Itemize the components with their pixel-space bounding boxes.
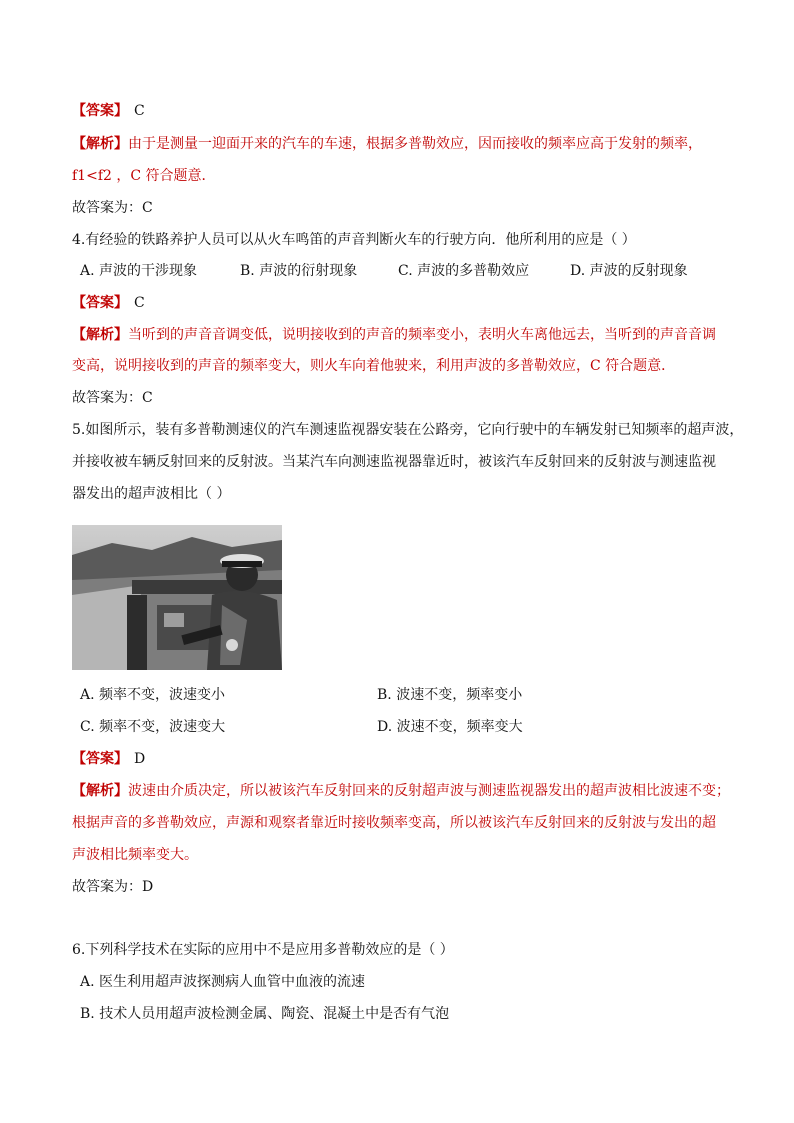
q4-analysis-text-1: 当听到的声音音调变低，说明接收到的声音的频率变小，表明火车离他远去，当听到的声音音调 [128, 327, 716, 343]
q5-option-a: A. 频率不变，波速变小 [80, 687, 226, 703]
analysis-tag: 【解析】 [72, 783, 128, 799]
q5-analysis-text-1: 波速由介质决定，所以被该汽车反射回来的反射超声波与测速监视器发出的超声波相比波速不变； [128, 783, 730, 799]
q5-option-c: C. 频率不变，波速变大 [80, 719, 226, 735]
q5-answer-value: D [134, 751, 146, 767]
q4-stem: 4.有经验的铁路养护人员可以从火车鸣笛的声音判断火车的行驶方向．他所利用的应是（ ） [72, 232, 636, 248]
q5-analysis-line-2: 根据声音的多普勒效应，声源和观察者靠近时接收频率变高，所以被该汽车反射回来的反射波与发出的超 [72, 815, 716, 831]
q5-final-answer: 故答案为：D [72, 879, 154, 895]
q4-option-c: C. 声波的多普勒效应 [398, 263, 530, 279]
q4-option-b: B. 声波的衍射现象 [240, 263, 358, 279]
q5-stem-line-2: 并接收被车辆反射回来的反射波。当某汽车向测速监视器靠近时，被该汽车反射回来的反射波与测速监视 [72, 454, 716, 470]
q4-final-answer: 故答案为：C [72, 390, 153, 406]
q5-stem-line-3: 器发出的超声波相比（ ） [72, 486, 231, 502]
answer-tag: 【答案】 [72, 103, 128, 119]
q3-analysis-text-1: 由于是测量一迎面开来的汽车的车速，根据多普勒效应，因而接收的频率应高于发射的频率， [128, 136, 702, 152]
q3-answer-line [72, 101, 145, 121]
q4-answer-line [72, 293, 145, 313]
q4-analysis-line-1 [72, 325, 716, 345]
analysis-tag: 【解析】 [72, 136, 128, 152]
q5-stem-line-1: 5.如图所示，装有多普勒测速仪的汽车测速监视器安装在公路旁，它向行驶中的车辆发射已知频率的超声波， [72, 422, 744, 438]
q3-answer-value: C [134, 103, 145, 119]
q4-analysis-line-2: 变高，说明接收到的声音的频率变大，则火车向着他驶来，利用声波的多普勒效应，C 符合题意． [72, 358, 676, 374]
q3-analysis-line-2: f1<f2 ，C 符合题意． [72, 168, 216, 184]
q6-stem: 6.下列科学技术在实际的应用中不是应用多普勒效应的是（ ） [72, 942, 454, 958]
q3-final-answer: 故答案为：C [72, 200, 153, 216]
q5-option-d: D. 波速不变，频率变大 [377, 719, 523, 735]
q5-analysis-line-1 [72, 781, 730, 801]
analysis-tag: 【解析】 [72, 327, 128, 343]
answer-tag: 【答案】 [72, 295, 128, 311]
photo-illustration [72, 525, 282, 670]
q6-option-b: B. 技术人员用超声波检测金属、陶瓷、混凝土中是否有气泡 [80, 1006, 450, 1022]
q4-answer-value: C [134, 295, 145, 311]
q6-option-a: A. 医生利用超声波探测病人血管中血液的流速 [80, 974, 366, 990]
traffic-police-photo [72, 525, 282, 670]
q5-option-b: B. 波速不变，频率变小 [377, 687, 523, 703]
answer-tag: 【答案】 [72, 751, 128, 767]
q4-option-d: D. 声波的反射现象 [570, 263, 688, 279]
q5-analysis-line-3: 声波相比频率变大。 [72, 847, 198, 863]
q3-analysis-line-1 [72, 134, 702, 154]
q4-option-a: A. 声波的干涉现象 [80, 263, 198, 279]
q5-answer-line [72, 749, 145, 769]
